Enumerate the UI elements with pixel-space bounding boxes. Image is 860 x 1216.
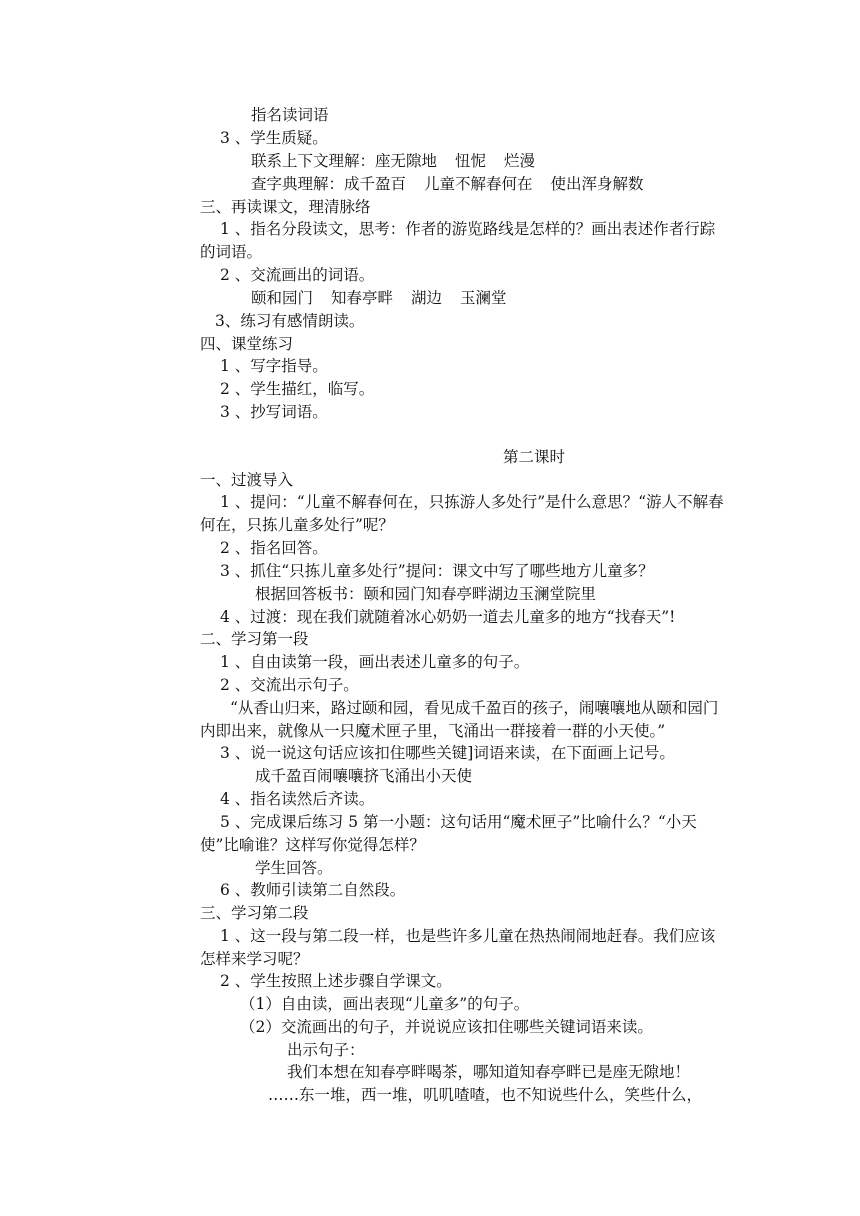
text-line (251, 173, 644, 195)
list-item: （2）交流画出的句子，并说说应该扣住哪些关键词语来读。 (240, 1018, 653, 1036)
list-item: 3 、抓住“只拣儿童多处行”提问：课文中写了哪些地方儿童多？ (220, 562, 654, 580)
text-fragment: 湖边 (411, 289, 443, 307)
list-item: 2 、学生描红，临写。 (220, 380, 375, 398)
text-line: 学生回答。 (255, 859, 333, 877)
list-item: 6 、教师引读第二自然段。 (220, 881, 406, 899)
text-fragment: 忸怩 (455, 152, 487, 170)
text-fragment: 烂漫 (504, 152, 536, 170)
section-heading: 三、学习第二段 (200, 904, 309, 922)
list-item: 3 、学生质疑。 (220, 129, 328, 147)
text-line: 成千盈百闹嚷嚷挤飞涌出小天使 (255, 767, 473, 785)
text-line (251, 150, 535, 172)
list-item: 1 、写字指导。 (220, 357, 328, 375)
paragraph: 1 、这一段与第二段一样，也是些许多儿童在热热闹闹地赶春。我们应该怎样来学习呢？ (200, 927, 716, 968)
text-fragment: 查字典理解：成千盈百 (251, 175, 407, 193)
quote-paragraph: “从香山归来，路过颐和园，看见成千盈百的孩子，闹嚷嚷地从颐和园门内即出来，就像从一只魔术匣子里，飞涌出一群接着一群的小天使。” (200, 699, 719, 740)
text-fragment: 联系上下文理解：座无隙地 (251, 152, 438, 170)
list-item: 4 、指名读然后齐读。 (220, 790, 375, 808)
text-line (251, 287, 507, 309)
text-line: 根据回答板书：颐和园门知春亭畔湖边玉澜堂院里 (255, 585, 597, 603)
text-line: 出示句子： (287, 1041, 365, 1059)
list-item: 2 、学生按照上述步骤自学课文。 (220, 972, 452, 990)
section-heading: 一、过渡导入 (200, 471, 294, 489)
list-item: 2 、交流画出的词语。 (220, 266, 375, 284)
paragraph: 1 、指名分段读文，思考：作者的游览路线是怎样的？画出表述作者行踪的词语。 (200, 220, 716, 261)
section-heading: 四、课堂练习 (200, 335, 294, 353)
text-fragment: 知春亭畔 (331, 289, 394, 307)
list-item: 2 、交流出示句子。 (220, 676, 359, 694)
text-fragment: 玉澜堂 (460, 289, 507, 307)
text-line: ……东一堆，西一堆，叽叽喳喳，也不知说些什么，笑些什么， (268, 1086, 703, 1104)
list-item: （1）自由读，画出表现“儿童多”的句子。 (240, 995, 530, 1013)
lesson-title: 第二课时 (503, 448, 566, 466)
paragraph: 1 、提问：“儿童不解春何在，只拣游人多处行”是什么意思？“游人不解春何在，只拣儿童多处行”呢？ (200, 493, 724, 534)
text-line: 指名读词语 (251, 106, 329, 124)
section-heading: 二、学习第一段 (200, 630, 309, 648)
text-fragment: 使出浑身解数 (550, 175, 644, 193)
paragraph: 5 、完成课后练习 5 第一小题：这句话用“魔术匣子”比喻什么？“小天使”比喻谁？这样写你觉得怎样？ (200, 813, 697, 854)
text-fragment: 儿童不解春何在 (424, 175, 533, 193)
text-fragment: 颐和园门 (251, 289, 314, 307)
list-item: 3 、说一说这句话应该扣住哪些关键]词语来读，在下面画上记号。 (220, 744, 675, 762)
section-heading: 三、再读课文，理清脉络 (200, 198, 371, 216)
list-item: 2 、指名回答。 (220, 539, 328, 557)
list-item: 3 、抄写词语。 (220, 403, 328, 421)
text-line: 我们本想在知春亭畔喝茶，哪知道知春亭畔已是座无隙地！ (287, 1063, 691, 1081)
list-item: 1 、自由读第一段，画出表述儿童多的句子。 (220, 653, 530, 671)
list-item: 3、练习有感情朗读。 (215, 312, 365, 330)
list-item: 4 、过渡：现在我们就随着冰心奶奶一道去儿童多的地方“找春天”! (220, 608, 676, 626)
